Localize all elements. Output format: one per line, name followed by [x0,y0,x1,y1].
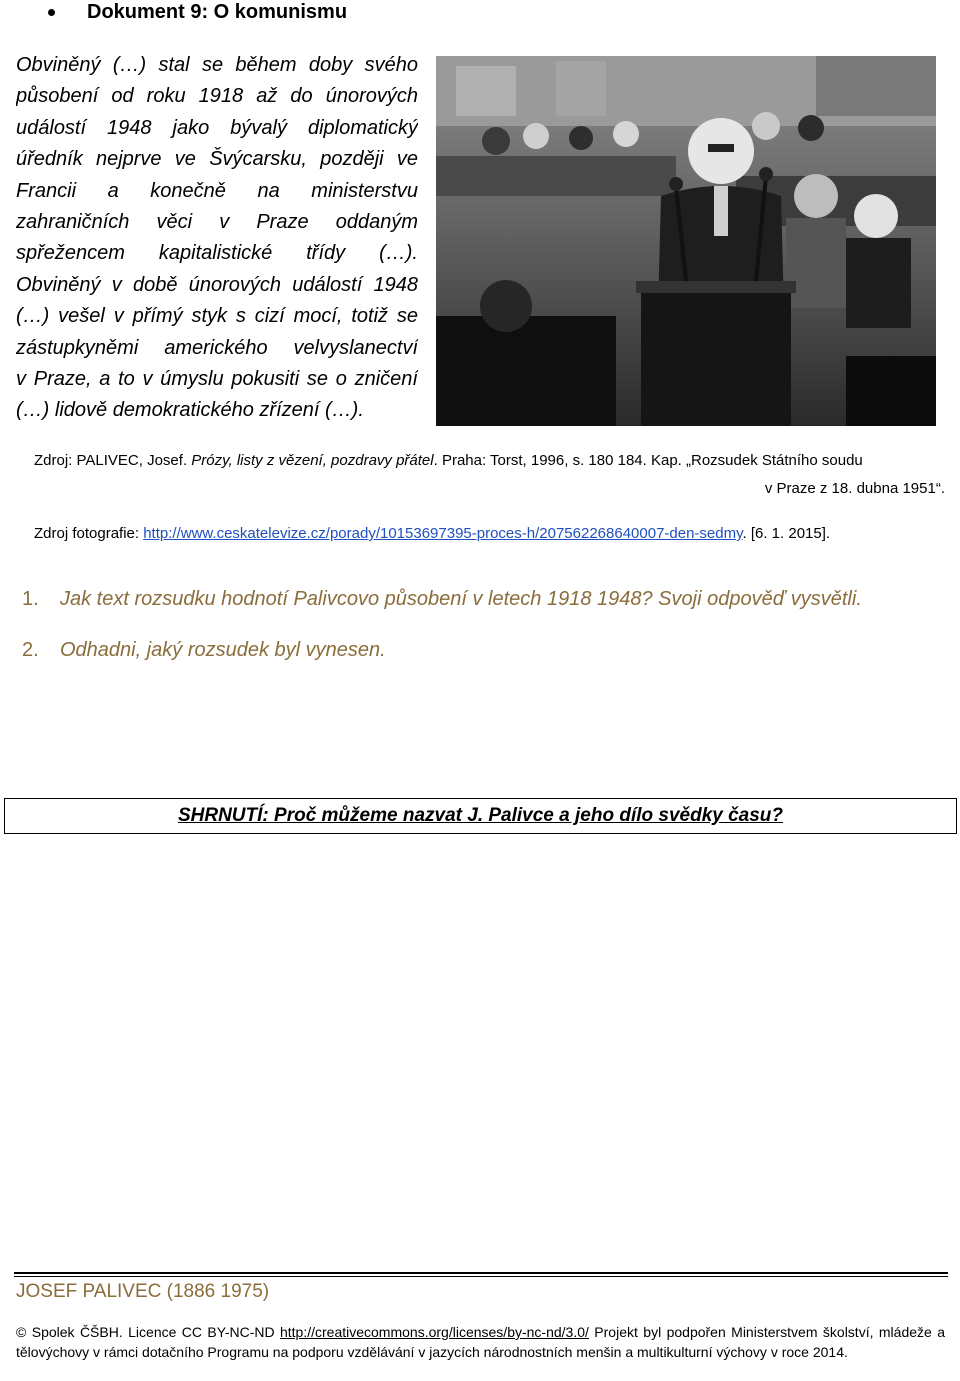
license-link[interactable]: http://creativecommons.org/licenses/by-nc-nd/3.0/ [279,1324,589,1340]
quote-line: v Praze, a to v úmyslu pokusiti se o zničení [16,367,418,390]
document-heading-text: Dokument 9: O komunismu [87,1,348,23]
summary-text [5,805,956,827]
question-item [22,586,862,612]
quote-line: spřežencem kapitalistické třídy (…). [16,242,418,265]
summary-box [4,798,957,834]
text-source [34,451,863,471]
question-text: Jak text rozsudku hodnotí Palivcovo působení v letech 1918 1948? Svoji odpověď vysvětli. [60,588,862,610]
quote-line: Obviněný v době únorových událostí 1948 [16,273,418,296]
quote-line: působení od roku 1918 až do únorových [16,85,418,108]
photo-source-prefix: Zdroj fotografie: [34,525,144,542]
footer-title: JOSEF PALIVEC (1886 1975) [16,1281,270,1302]
photo-source-link[interactable]: http://www.ceskatelevize.cz/porady/10153697395-proces-h/207562268640007-den-sedmy [143,525,743,542]
question-item [22,637,386,663]
source-prefix: Zdroj: PALIVEC, Josef. [34,452,192,469]
source-details: . Praha: Torst, 1996, s. 180 184. Kap. „Rozsudek Státního soudu [433,452,863,469]
quote-line: (…) lidově demokratického zřízení (…). [16,399,364,422]
quote-line: úředník nejprve ve Švýcarsku, později ve [16,148,418,171]
footer-project-text: Projekt byl podpořen Ministerstvem školství, mládeže a tělovýchovy v rámci dotačního Programu na podporu vzdělávání v jazycích národnostních menšin a multikulturní výchovy v roce 2014. [16,1324,945,1360]
photo-source [34,524,830,544]
quote-line: zástupkyněmi amerického velvyslanectví [16,336,418,359]
quote-line: (…) vešel v přímý styk s cizí mocí, totiž se [16,305,418,328]
text-source-line2: v Praze z 18. dubna 1951“. [764,480,945,497]
copyright-icon: © [16,1324,27,1340]
bullet-icon [48,9,55,16]
footer-divider [14,1272,948,1277]
photo-source-date: . [6. 1. 2015]. [742,525,831,542]
question-number: 1. [22,588,39,610]
summary-label: SHRNUTÍ: Proč můžeme nazvat J. Palivce a jeho dílo svědky času? [177,805,784,826]
quote-line: událostí 1948 jako bývalý diplomatický [16,116,418,139]
question-text: Odhadni, jaký rozsudek byl vynesen. [60,639,386,661]
quote-line: zahraničních věci v Praze oddaným [16,210,418,233]
footer-license-text: Spolek ČŠBH. Licence CC BY-NC-ND [26,1324,280,1340]
courtroom-photo [436,56,936,426]
footer-license [16,1322,945,1362]
courtroom-photo-graphic [436,56,936,426]
source-title: Prózy, listy z vězení, pozdravy přátel [191,452,434,469]
quote-line: Obviněný (…) stal se během doby svého [16,54,418,76]
question-number: 2. [22,639,39,661]
quote-line: Francii a konečně na ministerstvu [16,179,418,202]
quote-text [16,50,418,427]
